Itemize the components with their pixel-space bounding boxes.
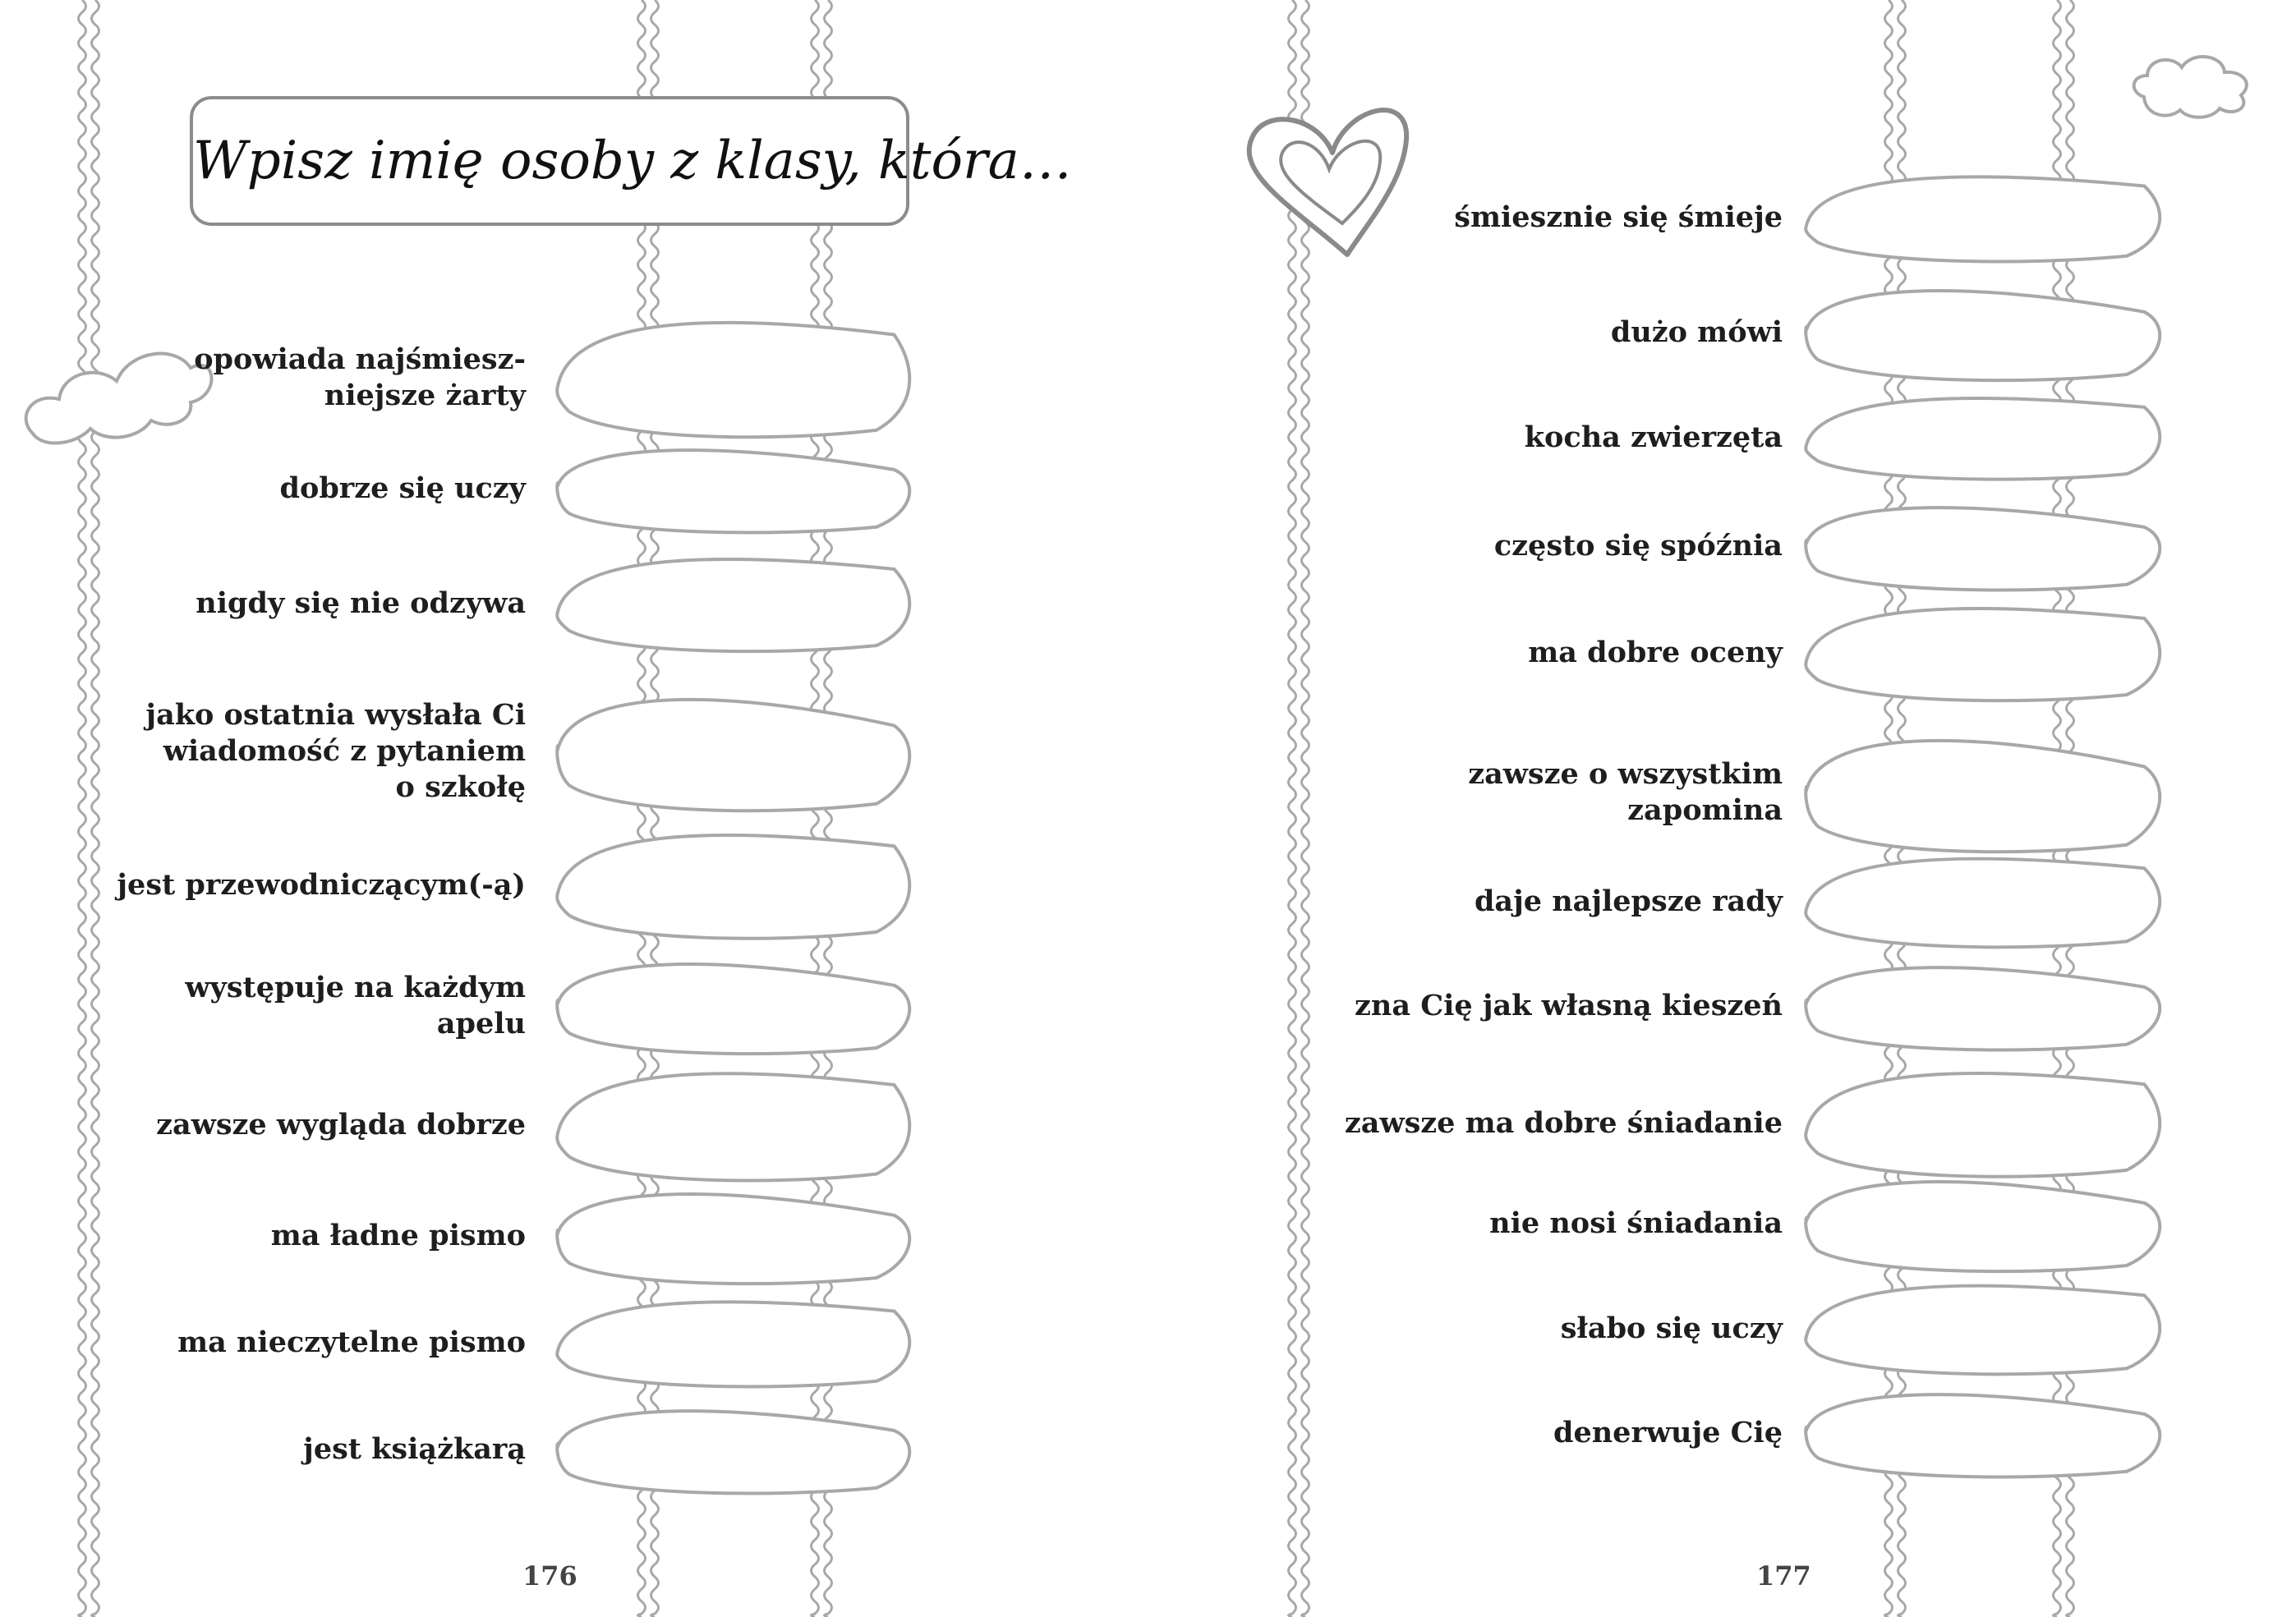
prompt-text [1355,988,1783,1024]
prompt-line: słabo się uczy [1560,1311,1783,1345]
prompt-line: ma ładne pismo [270,1219,526,1252]
page-number-left: 176 [522,1560,577,1592]
prompt-text [1454,200,1783,236]
answer-bubble[interactable] [1806,177,2160,261]
answer-bubble[interactable] [1806,1394,2160,1477]
prompt-text [1611,315,1783,351]
page-number-right: 177 [1756,1560,1811,1592]
answer-bubble[interactable] [1806,398,2160,480]
answer-bubble[interactable] [1806,508,2160,590]
prompt-text [1489,1206,1783,1242]
prompt-line: opowiada najśmiesz- [194,342,526,376]
answer-bubble[interactable] [557,323,909,437]
wavy-line-decoration [79,0,86,1617]
heart-icon [1249,110,1406,255]
answer-bubble[interactable] [557,450,909,532]
prompt-line: zapomina [1627,793,1783,827]
prompt-line: denerwuje Cię [1553,1416,1783,1449]
prompt-text [280,471,526,507]
title-box [190,96,1072,226]
prompt-text [177,1325,526,1361]
answer-bubble[interactable] [557,1411,909,1493]
prompt-line: zawsze ma dobre śniadanie [1344,1105,1783,1140]
prompt-line: zawsze wygląda dobrze [156,1108,526,1142]
prompt-text [1553,1415,1783,1451]
prompt-line: o szkołę [395,770,526,804]
answer-bubble[interactable] [557,964,909,1054]
prompt-line: jest przewodniczącym(-ą) [117,867,526,902]
prompt-text [1561,1311,1783,1347]
answer-bubbles [557,177,2160,1493]
cloud-icon [26,354,212,443]
prompt-line: dużo mówi [1610,315,1783,349]
answer-bubble[interactable] [557,835,909,939]
prompt-text [1468,756,1783,829]
prompt-line: często się spóźnia [1493,529,1783,563]
wavy-line-decoration [92,0,99,1617]
prompt-line: apelu [436,1007,526,1040]
answer-bubble[interactable] [557,700,909,811]
prompt-line: wiadomość z pytaniem [163,734,526,768]
wavy-line-decoration [1289,0,1296,1617]
prompt-text [1345,1105,1783,1142]
answer-bubble[interactable] [1806,1286,2160,1375]
page-title: Wpisz imię osoby z klasy, która… [193,131,1072,191]
cloud-icon [2134,57,2247,117]
answer-bubble[interactable] [1806,741,2160,852]
prompt-line: zawsze o wszystkim [1468,757,1783,791]
prompt-line: występuje na każdym [185,971,526,1004]
wavy-line-decoration [1302,0,1309,1617]
prompt-line: daje najlepsze rady [1474,884,1783,918]
answer-bubble[interactable] [1806,859,2160,948]
prompt-line: ma nieczytelne pismo [177,1325,526,1359]
prompt-text [1494,528,1783,564]
answer-bubble[interactable] [557,1073,909,1180]
prompt-text [145,697,526,806]
prompt-line: jako ostatnia wysłała Ci [145,698,526,732]
answer-bubble[interactable] [1806,967,2160,1050]
answer-bubble[interactable] [557,1302,909,1386]
answer-bubble[interactable] [557,1194,909,1284]
prompt-text [117,867,526,903]
prompt-text [194,342,526,414]
prompt-text [196,586,526,622]
prompt-text [156,1107,526,1143]
prompt-text [303,1431,526,1468]
prompt-text [1525,420,1783,456]
prompt-text [1528,635,1783,671]
answer-bubble[interactable] [1806,1073,2160,1177]
answer-bubble[interactable] [1806,291,2160,380]
prompt-text [271,1218,526,1254]
prompt-line: śmiesznie się śmieje [1454,200,1783,234]
prompt-line: ma dobre oceny [1528,636,1783,669]
prompt-line: nie nosi śniadania [1489,1206,1783,1240]
prompt-line: zna Cię jak własną kieszeń [1355,989,1783,1022]
answer-bubble[interactable] [1806,609,2160,701]
prompt-line: dobrze się uczy [279,471,526,505]
prompt-text [185,970,526,1042]
prompt-line: niejsze żarty [324,379,526,412]
prompt-text [1475,884,1783,920]
prompt-line: kocha zwierzęta [1524,420,1783,454]
prompt-line: jest książkarą [303,1432,526,1466]
prompt-line: nigdy się nie odzywa [196,586,526,620]
answer-bubble[interactable] [557,559,909,651]
answer-bubble[interactable] [1806,1182,2160,1271]
